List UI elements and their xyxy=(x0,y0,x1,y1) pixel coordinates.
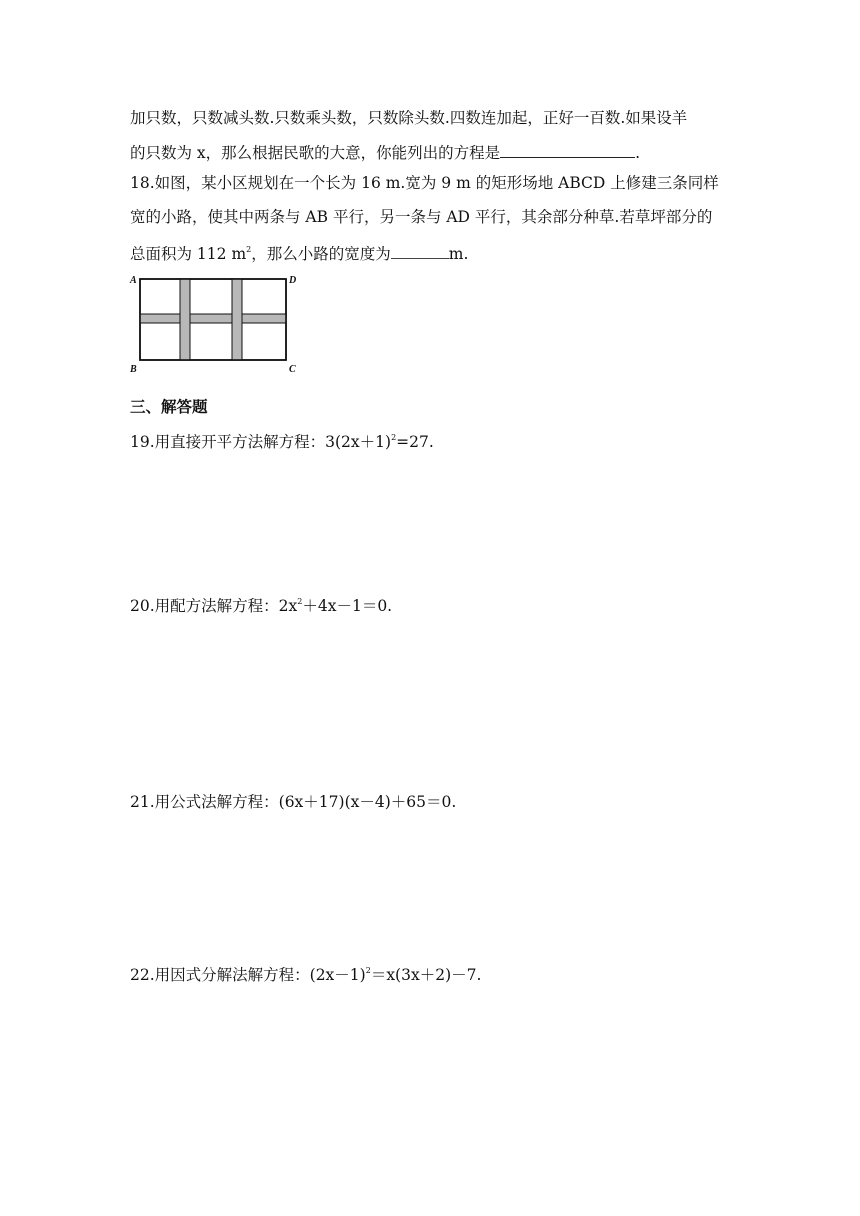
problem-21: 21.用公式法解方程：(6x＋17)(x－4)＋65＝0. xyxy=(130,793,457,811)
problem-22: 22.用因式分解法解方程：$(2x-1)^2=x(3x+2)-7$. xyxy=(130,966,482,984)
vertex-label-d: D xyxy=(289,275,297,286)
section-3-heading: 三、解答题 xyxy=(130,398,208,416)
problem-20: 20.用配方法解方程：$2x^2+4x-1=0$. xyxy=(130,597,393,615)
intersection-left xyxy=(181,315,190,323)
vertex-label-a: A xyxy=(130,275,137,286)
intersection-right xyxy=(233,315,242,323)
problem-17-line-2: 的只数为 x，那么根据民歌的大意，你能列出的方程是 . xyxy=(130,144,641,162)
answer-blank-17[interactable] xyxy=(500,143,635,158)
vertex-label-c: C xyxy=(289,364,296,375)
rectangle-road-figure xyxy=(126,271,306,377)
answer-blank-18[interactable] xyxy=(391,244,449,259)
problem-18-line-3: 总面积为 112 $m^2$，那么小路的宽度为 m. xyxy=(130,245,469,263)
vertex-label-b: B xyxy=(130,364,137,375)
problem-18-line-1: 18.如图，某小区规划在一个长为 16 m.宽为 9 m 的矩形场地 ABCD 上修建三条同样 xyxy=(130,174,719,192)
problem-19: 19.用直接开平方法解方程：$3(2x+1)^2=27$. xyxy=(130,433,434,451)
problem-17-line-1: 加只数，只数减头数.只数乘头数，只数除头数.四数连加起，正好一百数.如果设羊 xyxy=(130,109,688,127)
horizontal-road xyxy=(140,314,286,323)
problem-18-line-2: 宽的小路，使其中两条与 AB 平行，另一条与 AD 平行，其余部分种草.若草坪部分的 xyxy=(130,208,713,226)
